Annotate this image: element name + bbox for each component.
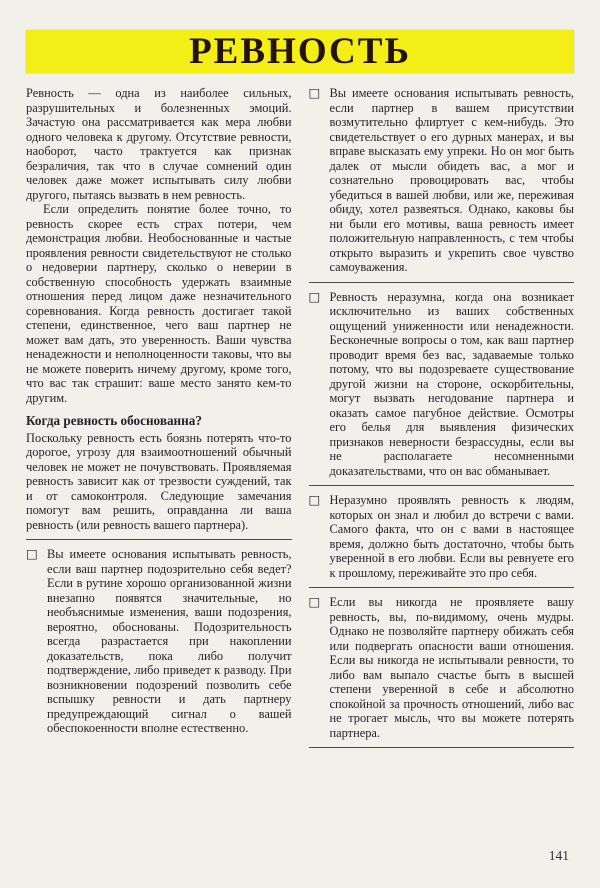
checkbox-icon: □ xyxy=(308,288,321,304)
checklist-item xyxy=(309,86,575,275)
paragraph-definition: Если определить понятие более точно, то ревность скорее есть страх потери, чем демонстрация любви. Необоснованные и частые проявления ревности свидетельствуют не столько о недоверии партнеру, сколько о неверии в собственную способность удержать взаимные отношения перед лицом даже незначительного соревнования. Когда ревность достигает такой степени, единственное, чего ваш партнер не может вам дать, это уверенность. Ваши чувства ненадежности и неполноценности таковы, что вы не можете поверить ничему другому, кроме того, что вас так страшит: ваше место занято кем-то другим. xyxy=(26,202,292,405)
checklist-item xyxy=(309,493,575,580)
checkbox-icon: □ xyxy=(26,546,38,561)
checklist-item-text: Если вы никогда не проявляете вашу ревность, вы, по-видимому, очень мудры. Однако не позволяйте партнеру обижать себя или подвергать опасности ваши отношения. Если вы никогда не испытывали ревности, то либо вам выпало счастье быть в высшей степени уверенной в себе и абсолютно спокойной за прочность отношений, либо вас не трогает мысль, что вы можете потерять партнера. xyxy=(329,595,574,740)
left-column xyxy=(26,86,292,755)
section-heading: Когда ревность обоснованна? xyxy=(26,413,202,428)
right-column xyxy=(309,86,575,755)
checklist-item xyxy=(309,595,575,740)
chapter-title-banner xyxy=(26,30,574,73)
paragraph-section-intro: Поскольку ревность есть боязнь потерять что-то дорогое, угрозу для взаимоотношений обычный человек не может не почувствовать. Проявляемая ревность зависит как от трезвости суждений, так и от самоконтроля. Следующие замечания помогут вам решить, оправданна ли ваша ревность (или ревность вашего партнера). xyxy=(26,430,292,532)
checklist-item-text: Ревность неразумна, когда она возникает исключительно из ваших собственных ощущений униженности или ненадежности. Бесконечные вопросы о том, как ваш партнер проводит время без вас, задаваемые только потому, что вы подозреваете существование другой жизни на стороне, оскорбительны, могут вызвать негодование партнера и оказать самое пагубное действие. Осмотры его белья для выявления физических признаков неверности безрассудны, если вы не располагаете несомненными доказательствами, что он вас обманывает. xyxy=(329,289,574,478)
page-title: РЕВНОСТЬ xyxy=(189,31,411,72)
checklist-item-text: Вы имеете основания испытывать ревность, если партнер в вашем присутствии возмутительно флиртует с кем-нибудь. Это свидетельствует о его дурных манерах, и вы вправе высказать ему упреки. Но он мог быть далек от мысли обидеть вас, а мог и сознательно провоцировать вас, чтобы убедиться в вашей любви, или же, переживая обиду, хотел развеяться. Однако, каковы бы ни были его мотивы, ваша ревность имеет положительную направленность, с тем чтобы открыто выразить и укрепить свое чувство самоуважения. xyxy=(329,86,574,274)
separator-rule xyxy=(309,587,575,588)
checkbox-icon: □ xyxy=(308,492,321,507)
checklist-item xyxy=(26,547,292,736)
checkbox-icon: □ xyxy=(308,594,321,609)
checklist-item-text: Вы имеете основания испытывать ревность, если ваш партнер подозрительно себя ведет? Если в рутине хорошо организованной жизни внезапно появятся значительные, но необъяснимые изменения, ваши подозрения, вероятно, обоснованы. Подозрительность всегда разрастается при накоплении доказательств, пока либо получит подтверждение, либо приведет к разводу. При возникновении подозрений позволить себе вспышку ревности и дать партнеру предупреждающий сигнал о вашей обеспокоенности вполне естественно. xyxy=(47,547,292,735)
separator-rule xyxy=(309,747,575,748)
separator-rule xyxy=(26,539,292,540)
page-number: 141 xyxy=(548,848,569,863)
checklist-item-text: Неразумно проявлять ревность к людям, которых он знал и любил до встречи с вами. Самого факта, что он с вами в настоящее время, должно быть достаточно, чтобы быть уверенной в его любви. Если вы ревнуете его к прошлому, переживайте это про себя. xyxy=(329,493,574,580)
separator-rule xyxy=(309,282,575,283)
separator-rule xyxy=(309,485,575,486)
paragraph-intro: Ревность — одна из наиболее сильных, разрушительных и болезненных эмоций. Зачастую она рассматривается как мера любви одного человека к другому. Отсутствие ревности, наоборот, часто трактуется как признак безраличия, так что в случае сомнений один человек даже может испытывать силу любви другого, пытаясь вызвать в нем ревность. xyxy=(26,86,292,202)
two-column-text-layout xyxy=(26,86,574,755)
checkbox-icon: □ xyxy=(308,85,321,100)
checklist-item xyxy=(309,290,575,479)
